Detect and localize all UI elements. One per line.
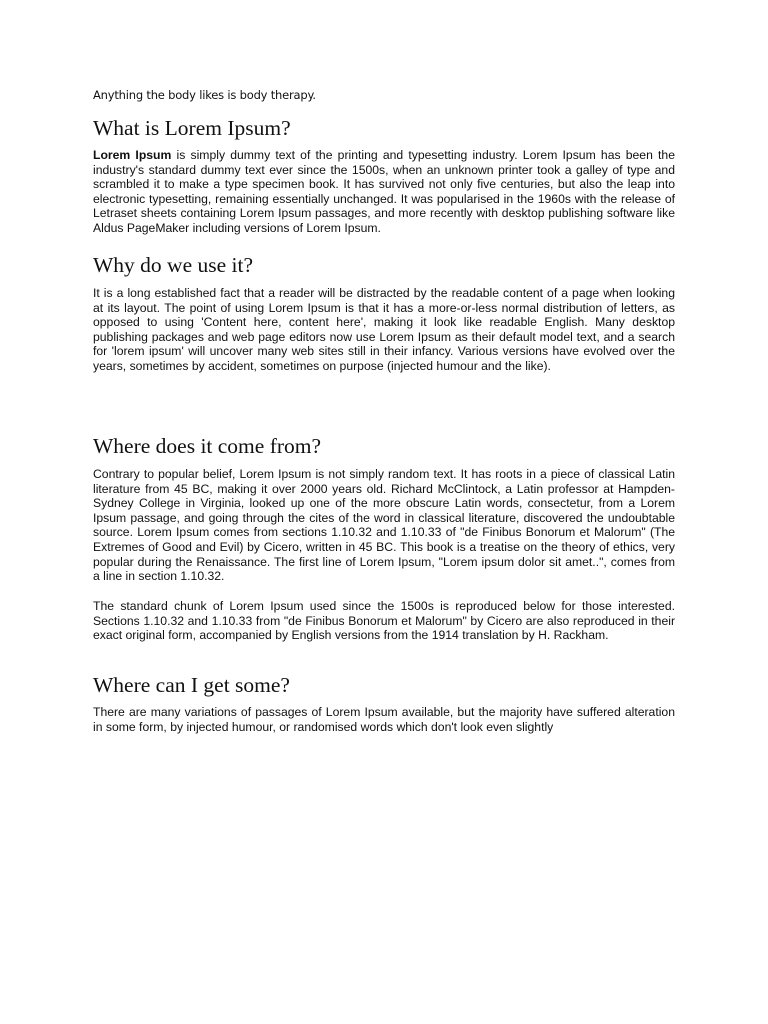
section-paragraph-where-does-it-come-from: Contrary to popular belief, Lorem Ipsum is not simply random text. It has roots in a piece of classical Latin literature from 45 BC, making it over 2000 years old. Richard McClintock, a Latin professor at Hampden-Sydney College in Virginia, looked up one of the more obscure Latin words, consectetur, from a Lorem Ipsum passage, and going through the cites of the word in classical literature, discovered the undoubtable source. Lorem Ipsum comes from sections 1.10.32 and 1.10.33 of "de Finibus Bonorum et Malorum" (The Extremes of Good and Evil) by Cicero, written in 45 BC. This book is a treatise on the theory of ethics, very popular during the Renaissance. The first line of Lorem Ipsum, "Lorem ipsum dolor sit amet..", comes from a line in section 1.10.32. [93, 467, 675, 584]
paragraph-body: is simply dummy text of the printing and typesetting industry. Lorem Ipsum has been the industry's standard dummy text ever since the 1500s, when an unknown printer took a galley of type and scrambled it to make a type specimen book. It has survived not only five centuries, but also the leap into electronic typesetting, remaining essentially unchanged. It was popularised in the 1960s with the release of Letraset sheets containing Lorem Ipsum passages, and more recently with desktop publishing software like Aldus PageMaker including versions of Lorem Ipsum. [93, 148, 675, 235]
document-page [93, 0, 675, 1024]
section-paragraph-what-is-lorem-ipsum [93, 148, 675, 236]
page-tagline: Anything the body likes is body therapy. [93, 88, 316, 102]
section-paragraph-standard-chunk: The standard chunk of Lorem Ipsum used since the 1500s is reproduced below for those interested. Sections 1.10.32 and 1.10.33 from "de Finibus Bonorum et Malorum" by Cicero are also reproduced in their exact original form, accompanied by English versions from the 1914 translation by H. Rackham. [93, 599, 675, 643]
section-paragraph-where-can-i-get-some: There are many variations of passages of Lorem Ipsum available, but the majority have suffered alteration in some form, by injected humour, or randomised words which don't look even slightly [93, 705, 675, 734]
section-heading-where-does-it-come-from: Where does it come from? [93, 434, 322, 458]
section-paragraph-why-do-we-use-it: It is a long established fact that a reader will be distracted by the readable content of a page when looking at its layout. The point of using Lorem Ipsum is that it has a more-or-less normal distribution of letters, as opposed to using 'Content here, content here', making it look like readable English. Many desktop publishing packages and web page editors now use Lorem Ipsum as their default model text, and a search for 'lorem ipsum' will uncover many web sites still in their infancy. Various versions have evolved over the years, sometimes by accident, sometimes on purpose (injected humour and the like). [93, 286, 675, 373]
lead-bold-term: Lorem Ipsum [93, 148, 172, 162]
section-heading-what-is-lorem-ipsum: What is Lorem Ipsum? [93, 116, 291, 140]
section-heading-why-do-we-use-it: Why do we use it? [93, 253, 254, 277]
section-heading-where-can-i-get-some: Where can I get some? [93, 673, 290, 697]
